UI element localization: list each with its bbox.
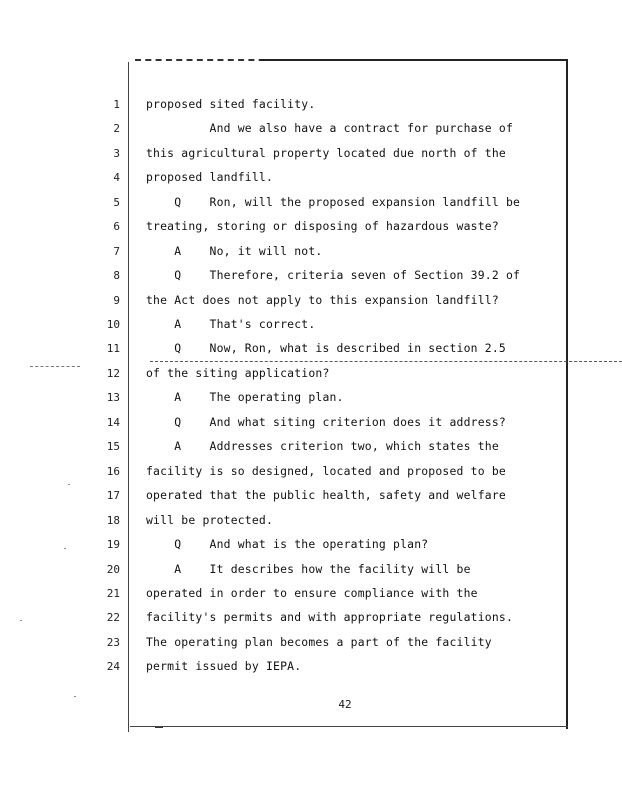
scan-speck [64, 548, 66, 549]
line-number: 15 [106, 440, 120, 453]
line-number: 20 [106, 563, 120, 576]
transcript-line: Q And what siting criterion does it address? [146, 415, 506, 429]
transcript-line: And we also have a contract for purchase of [146, 121, 514, 135]
line-number: 16 [106, 465, 120, 478]
page-number: 42 [338, 698, 352, 711]
line-number: 7 [113, 245, 120, 258]
transcript-line: this agricultural property located due north of the [146, 146, 506, 160]
line-number: 19 [106, 538, 120, 551]
line-number: 13 [106, 391, 120, 404]
transcript-line: A No, it will not. [146, 244, 323, 258]
top-dashed-rule [135, 59, 275, 61]
transcript-line: proposed landfill. [146, 170, 274, 184]
line-number: 17 [106, 489, 120, 502]
top-rule [260, 59, 568, 61]
scan-speck [74, 696, 76, 697]
transcript-line: A Addresses criterion two, which states the [146, 439, 499, 453]
left-margin-rule [128, 62, 129, 732]
transcript-line: The operating plan becomes a part of the facility [146, 635, 492, 649]
line-number: 12 [106, 367, 120, 380]
line-number: 14 [106, 416, 120, 429]
line-number: 4 [113, 171, 120, 184]
footer-mark [155, 727, 163, 728]
transcript-line: proposed sited facility. [146, 97, 316, 111]
transcript-line: A That's correct. [146, 317, 316, 331]
scan-fold-mark [30, 366, 80, 367]
transcript-line: Q Now, Ron, what is described in section 2.5 [146, 341, 506, 355]
transcript-line: will be protected. [146, 513, 274, 527]
transcript-line: Q Ron, will the proposed expansion landfill be [146, 195, 521, 209]
transcript-line: operated that the public health, safety and welfare [146, 488, 506, 502]
transcript-line: permit issued by IEPA. [146, 659, 302, 673]
line-number: 2 [113, 122, 120, 135]
line-number: 11 [106, 342, 120, 355]
line-number: 18 [106, 514, 120, 527]
line-number: 24 [106, 660, 120, 673]
transcript-line: A The operating plan. [146, 390, 344, 404]
transcript-line: Q Therefore, criteria seven of Section 39.2 of [146, 268, 521, 282]
transcript-line: facility is so designed, located and proposed to be [146, 464, 506, 478]
line-number: 5 [113, 196, 120, 209]
scan-speck [68, 484, 70, 485]
line-number: 21 [106, 587, 120, 600]
line-number: 10 [106, 318, 120, 331]
scan-speck [20, 620, 22, 621]
transcript-line: treating, storing or disposing of hazardous waste? [146, 219, 499, 233]
line-number: 22 [106, 611, 120, 624]
transcript-line: the Act does not apply to this expansion landfill? [146, 293, 499, 307]
right-margin-rule [566, 59, 568, 729]
transcript-line: Q And what is the operating plan? [146, 537, 429, 551]
line-number: 6 [113, 220, 120, 233]
bottom-rule [130, 726, 568, 727]
transcript-line: facility's permits and with appropriate regulations. [146, 610, 514, 624]
line-number: 8 [113, 269, 120, 282]
transcript-line: A It describes how the facility will be [146, 562, 471, 576]
transcript-line: operated in order to ensure compliance with the [146, 586, 478, 600]
scan-fold-line [150, 361, 622, 362]
line-number: 23 [106, 636, 120, 649]
transcript-line: of the siting application? [146, 366, 330, 380]
line-number: 1 [113, 98, 120, 111]
line-number: 9 [113, 294, 120, 307]
line-number: 3 [113, 147, 120, 160]
